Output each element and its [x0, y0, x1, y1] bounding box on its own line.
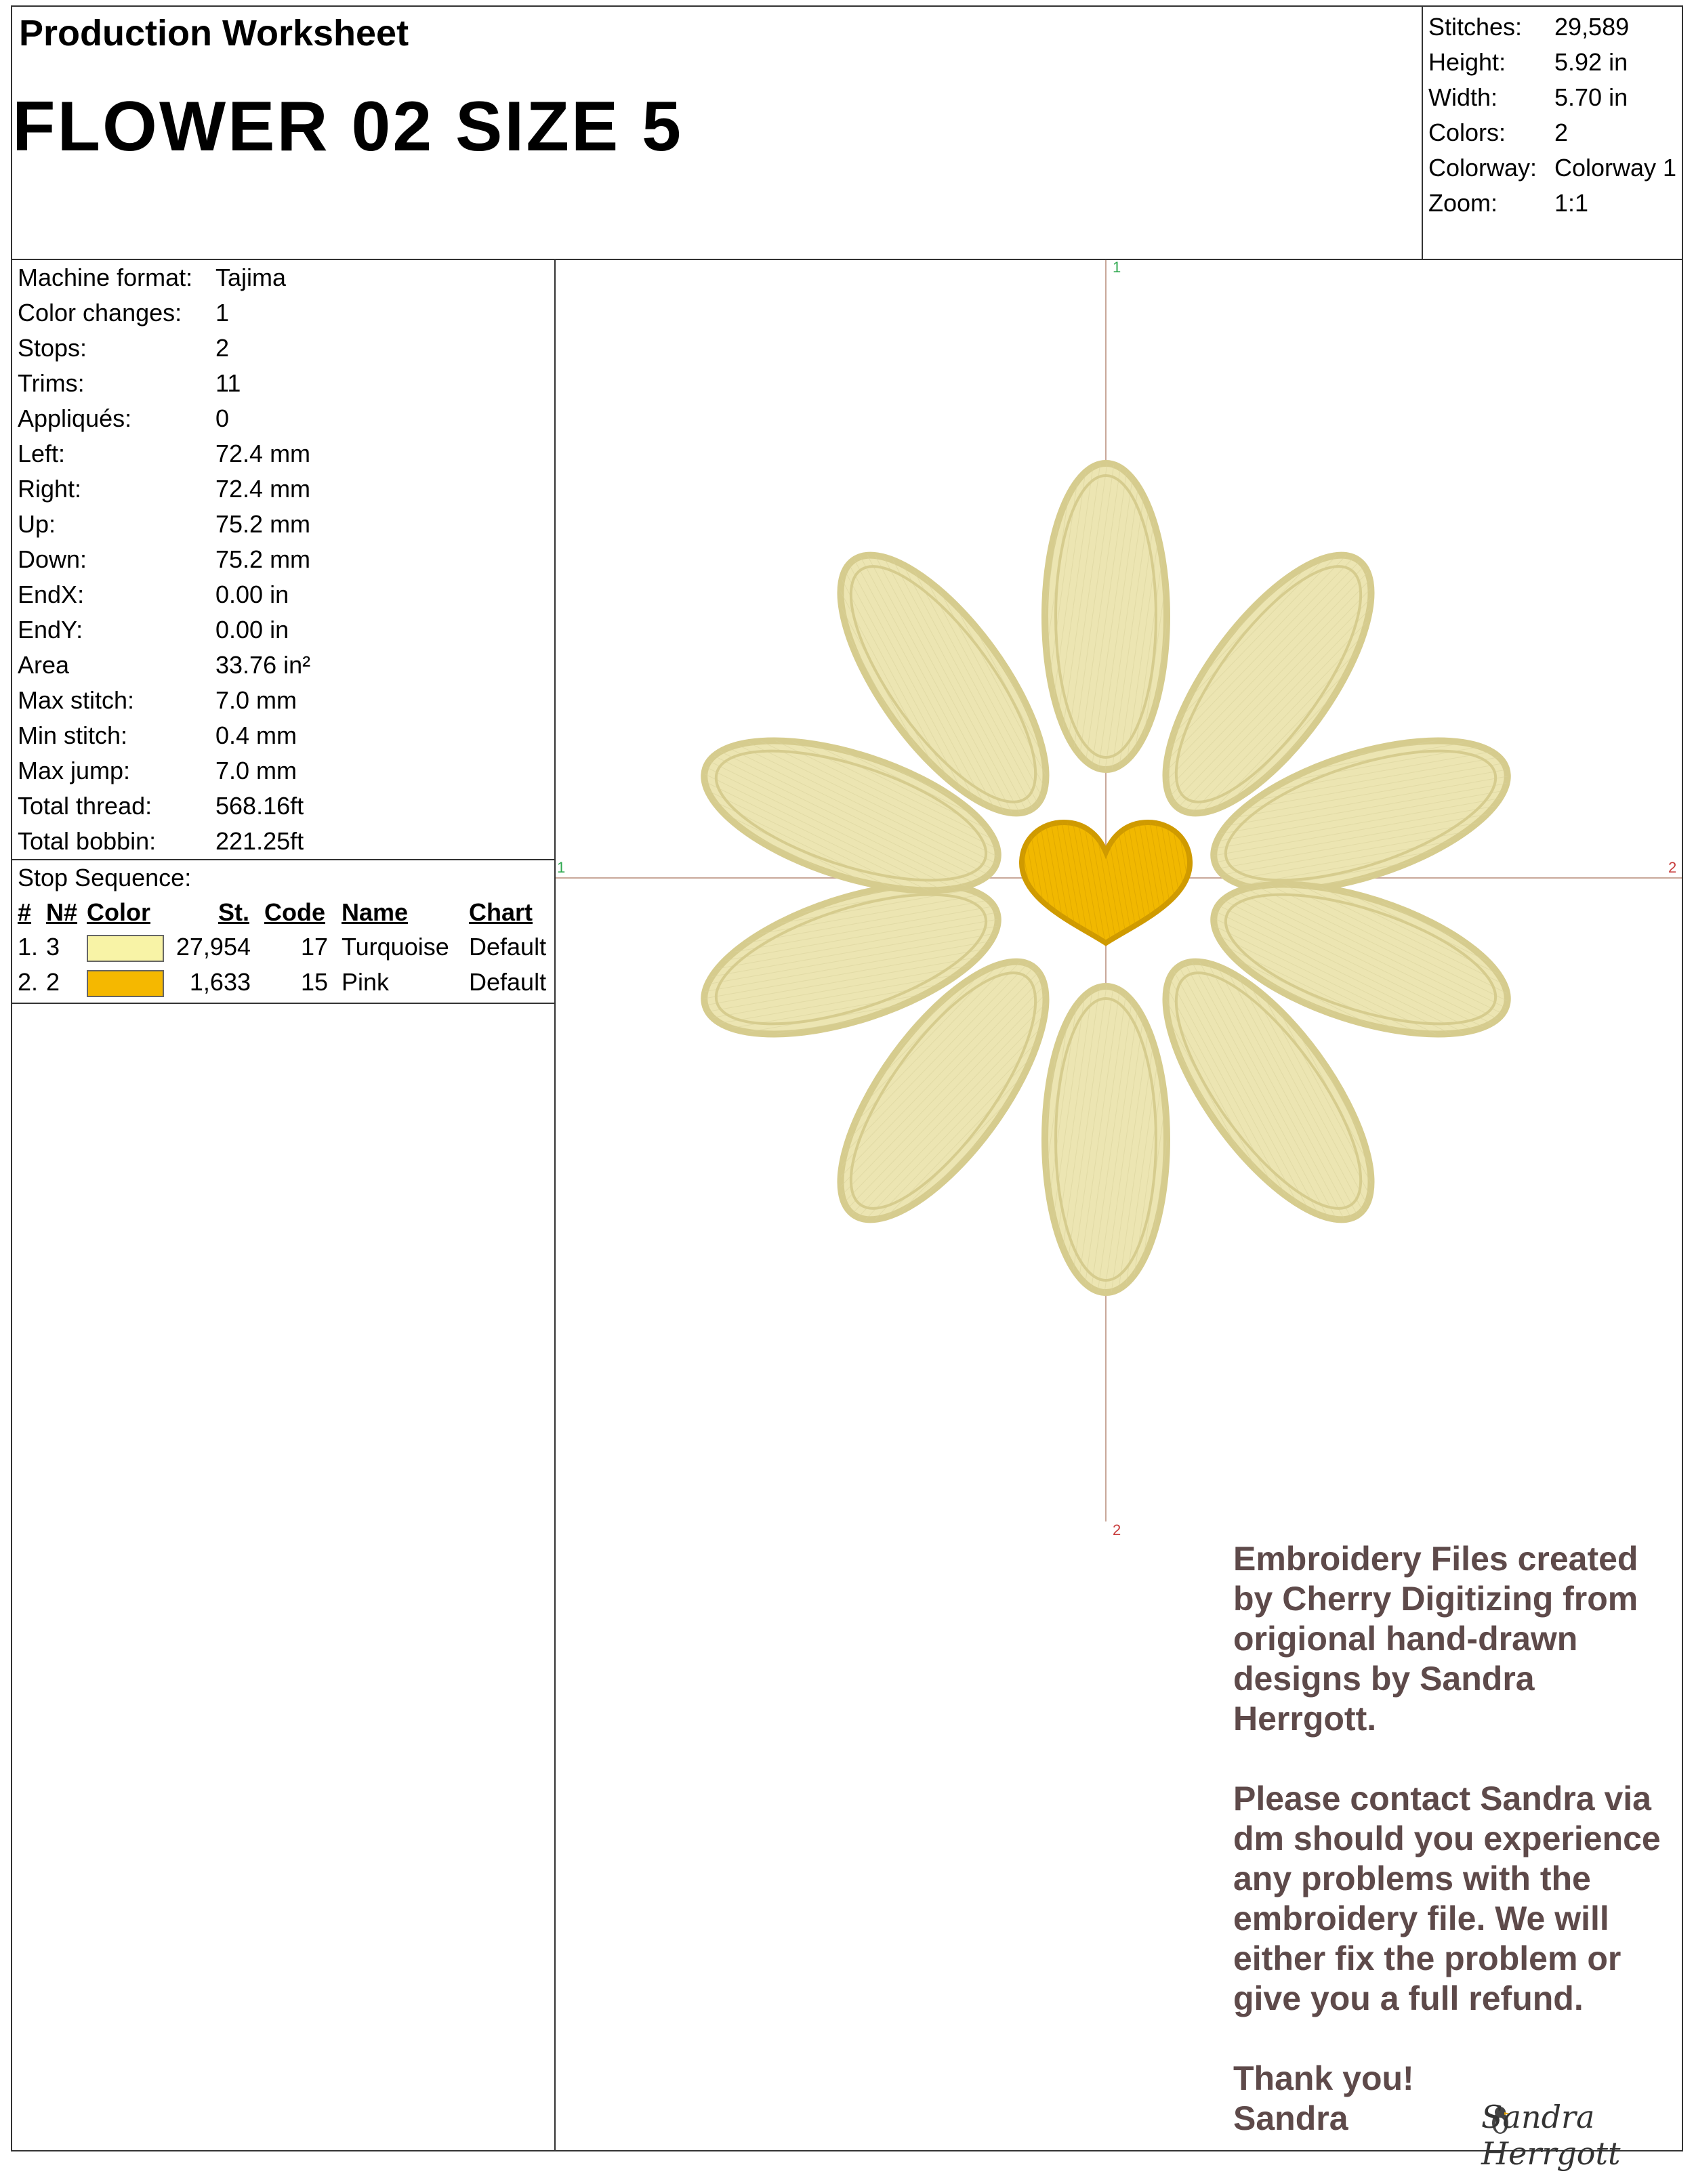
row-name: Turquoise — [342, 933, 449, 961]
designer-note — [1233, 1539, 1680, 2139]
petal — [1045, 463, 1167, 770]
col-header-index: # — [18, 898, 32, 926]
info-row — [12, 789, 554, 824]
info-row — [12, 401, 554, 436]
info-value: 7.0 mm — [215, 757, 297, 784]
row-name: Pink — [342, 968, 390, 996]
info-value: 72.4 mm — [215, 440, 311, 467]
info-value: 2 — [215, 334, 230, 362]
row-index: 1. — [18, 933, 39, 961]
stop-sequence-caption: Stop Sequence: — [18, 864, 192, 891]
info-value: 11 — [215, 369, 241, 397]
axis-marker-bottom: 2 — [1113, 1521, 1121, 1538]
summary-row — [1423, 45, 1682, 80]
info-label: Up: — [18, 510, 56, 538]
col-header-name: Name — [342, 898, 409, 926]
info-row — [12, 366, 554, 401]
info-label: Area — [18, 651, 70, 679]
info-row — [12, 260, 554, 295]
info-value: 75.2 mm — [215, 510, 311, 538]
summary-value: 1:1 — [1554, 189, 1589, 217]
info-label: Total thread: — [18, 792, 152, 820]
summary-label: Stitches: — [1428, 13, 1523, 41]
col-header-stitches: St. — [218, 898, 249, 926]
row-code: 17 — [300, 933, 328, 961]
axis-marker-right: 2 — [1668, 859, 1677, 876]
info-value: Tajima — [215, 264, 287, 291]
info-label: Stops: — [18, 334, 87, 362]
color-swatch — [87, 935, 164, 962]
info-value: 568.16ft — [215, 792, 304, 820]
designer-signature: Sandra Herrgott — [1481, 2099, 1621, 2172]
row-chart: Default — [469, 933, 547, 961]
info-label: Machine format: — [18, 264, 193, 291]
info-label: Color changes: — [18, 299, 182, 327]
info-row — [12, 471, 554, 507]
summary-value: 2 — [1554, 119, 1569, 146]
col-header-code: Code — [264, 898, 325, 926]
axis-marker-top: 1 — [1113, 260, 1121, 276]
table-header-row — [12, 896, 554, 929]
design-summary — [1422, 7, 1682, 259]
row-code: 15 — [300, 968, 328, 996]
summary-value: Colorway 1 — [1554, 154, 1677, 182]
info-row — [12, 683, 554, 718]
info-value: 221.25ft — [215, 827, 304, 855]
info-label: Min stitch: — [18, 721, 128, 749]
summary-value: 29,589 — [1554, 13, 1630, 41]
table-row — [12, 929, 554, 965]
note-credits: Embroidery Files created by Cherry Digitizing from origional hand-drawn designs by Sandra Herrgott. — [1233, 1540, 1638, 1738]
table-row — [12, 965, 554, 1000]
row-needle: 3 — [46, 933, 60, 961]
info-row — [12, 612, 554, 648]
col-header-chart: Chart — [469, 898, 533, 926]
info-value: 0.4 mm — [215, 721, 297, 749]
summary-label: Height: — [1428, 48, 1506, 76]
worksheet-frame — [11, 5, 1683, 2172]
summary-label: Zoom: — [1428, 189, 1498, 217]
info-value: 72.4 mm — [215, 475, 311, 503]
row-index: 2. — [18, 968, 39, 996]
info-value: 75.2 mm — [215, 545, 311, 573]
row-stitches: 27,954 — [175, 933, 251, 961]
stop-sequence — [12, 859, 554, 1004]
machine-info — [12, 259, 554, 859]
info-label: Down: — [18, 545, 87, 573]
info-value: 7.0 mm — [215, 686, 297, 714]
color-swatch — [87, 970, 164, 997]
summary-row — [1423, 9, 1682, 45]
note-support: Please contact Sandra via dm should you experience any problems with the embroidery file. We will either fix the problem or give you a full refund. — [1233, 1780, 1661, 2017]
row-color — [87, 929, 173, 965]
info-column — [12, 259, 556, 2150]
worksheet-title: Production Worksheet — [19, 13, 409, 54]
summary-label: Colors: — [1428, 119, 1506, 146]
info-label: Appliqués: — [18, 404, 132, 432]
row-stitches: 1,633 — [189, 968, 251, 996]
axis-marker-left: 1 — [557, 859, 566, 876]
info-row — [12, 648, 554, 683]
info-label: EndY: — [18, 616, 83, 644]
info-row — [12, 824, 554, 859]
col-header-color: Color — [87, 898, 150, 926]
note-thanks: Thank you! — [1233, 2059, 1414, 2097]
worksheet-header — [12, 7, 1682, 260]
design-name: FLOWER 02 SIZE 5 — [12, 87, 683, 166]
info-label: Right: — [18, 475, 82, 503]
info-row — [12, 542, 554, 577]
info-label: Left: — [18, 440, 66, 467]
info-label: Max jump: — [18, 757, 131, 784]
info-label: EndX: — [18, 581, 85, 608]
summary-label: Width: — [1428, 83, 1498, 111]
info-row — [12, 331, 554, 366]
info-label: Total bobbin: — [18, 827, 157, 855]
info-label: Trims: — [18, 369, 85, 397]
summary-row — [1423, 150, 1682, 186]
info-value: 0 — [215, 404, 230, 432]
summary-value: 5.70 in — [1554, 83, 1628, 111]
info-value: 0.00 in — [215, 616, 289, 644]
info-row — [12, 436, 554, 471]
info-label: Max stitch: — [18, 686, 135, 714]
info-value: 1 — [215, 299, 230, 327]
row-needle: 2 — [46, 968, 60, 996]
note-sign: Sandra — [1233, 2099, 1348, 2137]
row-color — [87, 965, 173, 1000]
summary-row — [1423, 186, 1682, 221]
info-row — [12, 753, 554, 789]
summary-row — [1423, 115, 1682, 150]
summary-row — [1423, 80, 1682, 115]
petal — [1045, 986, 1167, 1293]
summary-value: 5.92 in — [1554, 48, 1628, 76]
info-value: 33.76 in² — [215, 651, 311, 679]
info-row — [12, 718, 554, 753]
col-header-needle: N# — [46, 898, 78, 926]
summary-label: Colorway: — [1428, 154, 1537, 182]
info-row — [12, 577, 554, 612]
stop-sequence-table — [12, 896, 554, 1000]
row-chart: Default — [469, 968, 547, 996]
info-value: 0.00 in — [215, 581, 289, 608]
info-row — [12, 507, 554, 542]
info-row — [12, 295, 554, 331]
